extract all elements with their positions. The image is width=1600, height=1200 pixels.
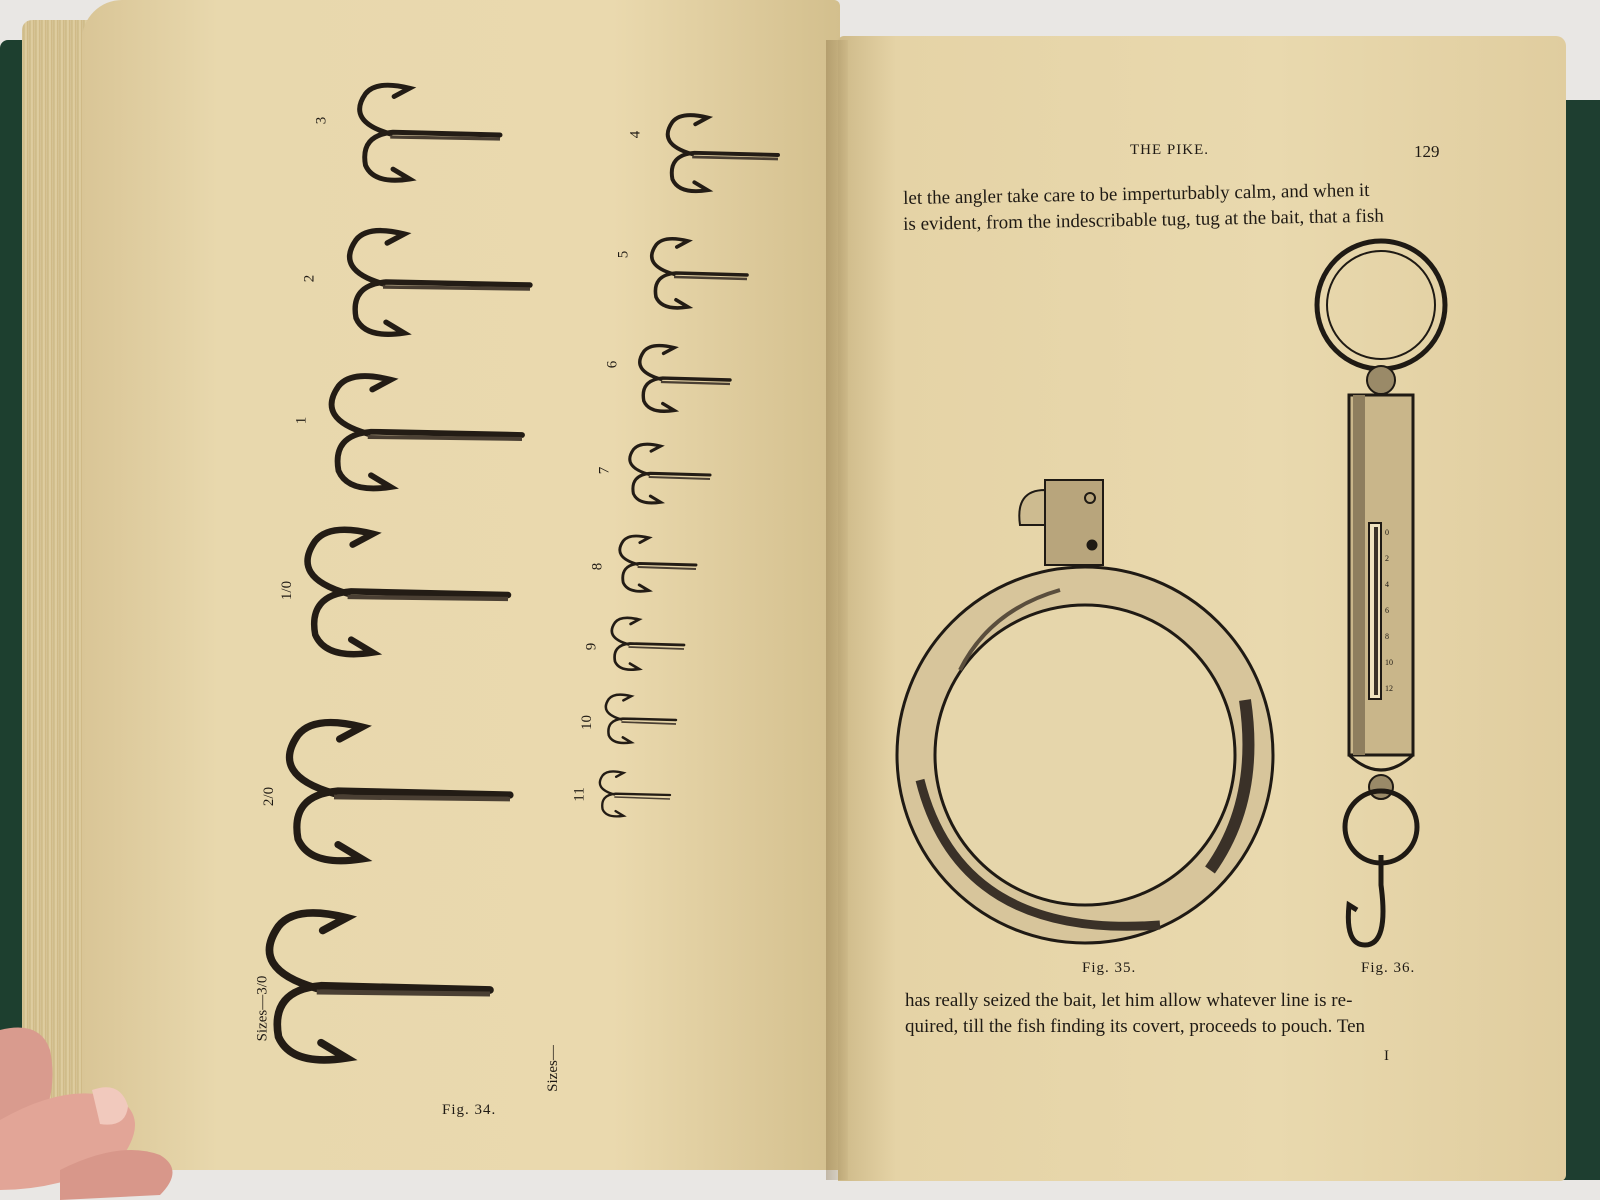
scale-tick: 0 (1385, 528, 1389, 537)
page-number: 129 (1414, 142, 1440, 161)
size-label: 10 (579, 715, 595, 730)
size-label: 9 (583, 642, 600, 651)
large-sizes-label: Sizes—3/0 (254, 975, 271, 1042)
hook (269, 913, 490, 1060)
scale-tick: 8 (1385, 632, 1389, 641)
size-label: 2/0 (261, 786, 278, 807)
body-line-1: let the angler take care to be imperturbably calm, and when it (903, 179, 1370, 209)
hook (630, 444, 710, 503)
hook (332, 376, 522, 488)
size-label: 2 (301, 274, 318, 283)
signature-mark: I (1384, 1048, 1389, 1064)
hook (612, 618, 684, 670)
fig35-caption: Fig. 35. (1082, 960, 1137, 976)
hand-finger (0, 1020, 190, 1200)
fig36-spring-balance (1305, 245, 1465, 965)
body-line-4: quired, till the fish finding its covert, proceeds to pouch. Ten (905, 1016, 1366, 1037)
size-label: 7 (596, 466, 613, 475)
scale-tick: 4 (1385, 580, 1389, 589)
hook (360, 85, 500, 180)
body-line-3: has really seized the bait, let him allow whatever line is re- (905, 990, 1353, 1011)
scale-tick: 2 (1385, 554, 1389, 563)
size-label: 5 (615, 250, 632, 259)
hook (289, 723, 510, 861)
size-label: 3 (313, 116, 330, 125)
size-label: 1/0 (279, 580, 296, 601)
scale-tick: 12 (1385, 684, 1393, 693)
fig34-hooks-illustration (240, 60, 800, 1100)
size-label: 4 (627, 130, 644, 139)
scale-tick: 6 (1385, 606, 1389, 615)
hook (620, 536, 696, 591)
hook (308, 530, 508, 654)
hook (652, 239, 747, 308)
size-label: 8 (589, 562, 606, 571)
small-sizes-label: Sizes— (544, 1045, 561, 1092)
size-label: 6 (604, 360, 621, 369)
size-label: 11 (571, 787, 588, 802)
hook (350, 231, 530, 335)
hook (606, 695, 676, 743)
fig34-caption: Fig. 34. (442, 1102, 497, 1118)
book-gutter (826, 40, 848, 1180)
fig35-ring-illustration (900, 470, 1300, 970)
hook (600, 771, 670, 816)
fig36-caption: Fig. 36. (1361, 960, 1416, 976)
running-head: THE PIKE. (1130, 142, 1209, 158)
hook (640, 346, 730, 412)
size-label: 1 (293, 416, 310, 425)
body-line-2: is evident, from the indescribable tug, tug at the bait, that a fish (903, 205, 1384, 235)
scale-tick: 10 (1385, 658, 1393, 667)
hook (668, 115, 778, 191)
